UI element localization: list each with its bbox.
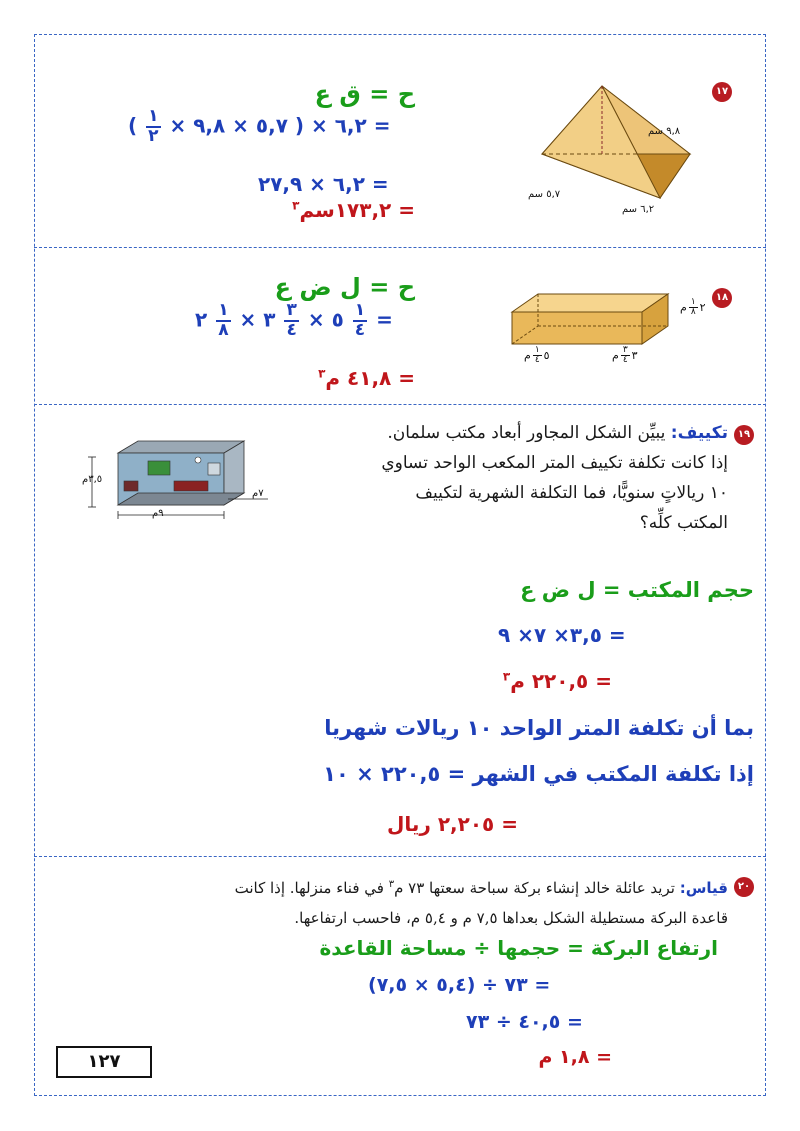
p18-label-height-den: ٨ [690, 307, 696, 318]
problem-20-number: ٢٠ [734, 877, 754, 897]
p19-sol2: ٣,٥× ٧× ٩ = [498, 623, 626, 647]
p19-line1: يبيِّن الشكل المجاور أبعاد مكتب سلمان. [387, 423, 666, 443]
p20-line1-end: في فناء منزلها. إذا كانت [234, 879, 389, 897]
p18-label-unit: م [680, 300, 687, 314]
p18-frac-3 [353, 302, 367, 340]
p20-line1: تريد عائلة خالد إنشاء بركة سباحة سعتها ٧٣ م [394, 879, 675, 897]
p20-keyword: قياس: [679, 879, 728, 897]
p17-result-sup: ٣ [292, 198, 300, 213]
p20-question-line [235, 870, 728, 903]
p20-line2: قاعدة البركة مستطيلة الشكل بعداها ٧,٥ م و ٥,٤ م، فاحسب ارتفاعها. [294, 909, 728, 927]
p17-frac-den: ٢ [148, 125, 159, 146]
p17-label-length: ٦,٢ سم [622, 204, 655, 215]
p17-result-text: = ١٧٣,٢سم [299, 198, 415, 222]
p18-frac-2-num: ٣ [286, 300, 297, 320]
p17-formula: ح = ق ع [314, 80, 415, 108]
p18-frac-2 [284, 302, 298, 340]
p17-label-height: ٩,٨ سم [648, 126, 681, 137]
p18-frac-2-den: ٤ [286, 319, 297, 340]
p18-label-width-frac [621, 346, 630, 366]
p20-line1-sup: ٣ [388, 879, 395, 890]
problem-19-number: ١٩ [734, 425, 754, 445]
p18-whole-3: ٥ [331, 307, 344, 332]
p18-formula: ح = ل ض ع [274, 273, 415, 301]
p18-label-length-den: ٤ [534, 355, 540, 366]
p18-label-height-num: ١ [690, 297, 696, 307]
section-divider [34, 247, 766, 248]
p19-sol3 [503, 669, 612, 693]
p18-whole-2: ٣ [263, 307, 276, 332]
p18-label-height [680, 298, 706, 318]
p18-label-unit: م [524, 348, 531, 362]
p19-sol1: حجم المكتب = ل ض ع [520, 578, 754, 602]
p19-question [308, 418, 728, 538]
p17-result [292, 198, 415, 222]
p19-line2: إذا كانت تكلفة تكييف المتر المكعب الواحد تساوي [381, 453, 728, 473]
p19-sol5: إذا تكلفة المكتب في الشهر = ٢٢٠,٥ × ١٠ [323, 762, 754, 786]
p17-step1-left: ٦,٢ × ( ٥,٧ × ٩,٨ × [169, 113, 367, 138]
p18-equals: = [376, 307, 393, 332]
p17-step1 [128, 108, 390, 146]
p18-label-unit: م [612, 348, 619, 362]
p18-label-width-den: ٤ [622, 355, 628, 366]
p19-label-width: ٧م [252, 488, 264, 499]
p18-frac-1-num: ١ [218, 300, 229, 320]
p19-sol3-text: = ٢٢٠,٥ م [510, 669, 612, 693]
p18-label-width [612, 346, 638, 366]
p18-label-length-frac [533, 346, 542, 366]
problem-18-number: ١٨ [712, 288, 732, 308]
p19-sol4: بما أن تكلفة المتر الواحد ١٠ ريالات شهريا [324, 716, 754, 740]
p19-line4: المكتب كلِّه؟ [639, 513, 728, 533]
section-divider [34, 404, 766, 405]
p18-result [318, 366, 415, 390]
p18-frac-3-num: ١ [354, 300, 366, 320]
office-room-figure [78, 435, 274, 525]
p18-frac-3-den: ٤ [354, 319, 366, 340]
p18-label-height-frac [689, 298, 698, 318]
p20-sol3: ٤٠,٥ ÷ ٧٣ = [466, 1011, 583, 1033]
p18-times: × [307, 307, 325, 332]
p19-label-length: ٩م [152, 508, 164, 519]
p18-label-height-whole: ٢ [699, 300, 706, 314]
p17-label-base: ٥,٧ سم [528, 189, 561, 200]
p18-label-length-num: ١ [534, 345, 540, 355]
p17-step1-right: ) = [128, 113, 391, 138]
p18-result-sup: ٣ [318, 366, 326, 381]
p19-line3: ١٠ ريالاتٍ سنويًّا، فما التكلفة الشهرية لتكييف [415, 483, 728, 503]
p18-label-width-num: ٣ [622, 345, 628, 355]
p18-step1 [195, 302, 393, 340]
p19-sol3-sup: ٣ [502, 669, 511, 684]
p18-frac-1 [216, 302, 230, 340]
p19-question-line [308, 418, 728, 448]
p17-frac-num: ١ [148, 106, 159, 126]
p20-sol1: ارتفاع البركة = حجمها ÷ مساحة القاعدة [319, 936, 718, 960]
p18-label-length [524, 346, 550, 366]
p18-label-width-whole: ٣ [631, 348, 638, 362]
p20-sol4: = ١,٨ م [538, 1046, 612, 1068]
p18-frac-1-den: ٨ [218, 319, 229, 340]
p17-step2: ٦,٢ × ٢٧,٩ = [258, 172, 389, 196]
section-divider [34, 856, 766, 857]
p19-sol6: = ٢,٢٠٥ ريال [386, 812, 518, 836]
p18-whole-1: ٢ [195, 307, 208, 332]
p19-keyword: تكييف: [670, 423, 728, 443]
p17-fraction-half [146, 108, 160, 146]
p18-result-text: = ٤١,٨ م [325, 366, 415, 390]
p18-times: × [239, 307, 257, 332]
p20-question [235, 870, 728, 933]
problem-17-number: ١٧ [712, 82, 732, 102]
p18-label-length-whole: ٥ [543, 348, 550, 362]
p20-sol2: (٥,٤ × ٧,٥) ÷ ٧٣ = [368, 974, 551, 996]
p19-label-height: ٣,٥م [82, 474, 103, 485]
page-number: ١٢٧ [56, 1046, 152, 1078]
rectangular-box-figure [508, 290, 678, 350]
